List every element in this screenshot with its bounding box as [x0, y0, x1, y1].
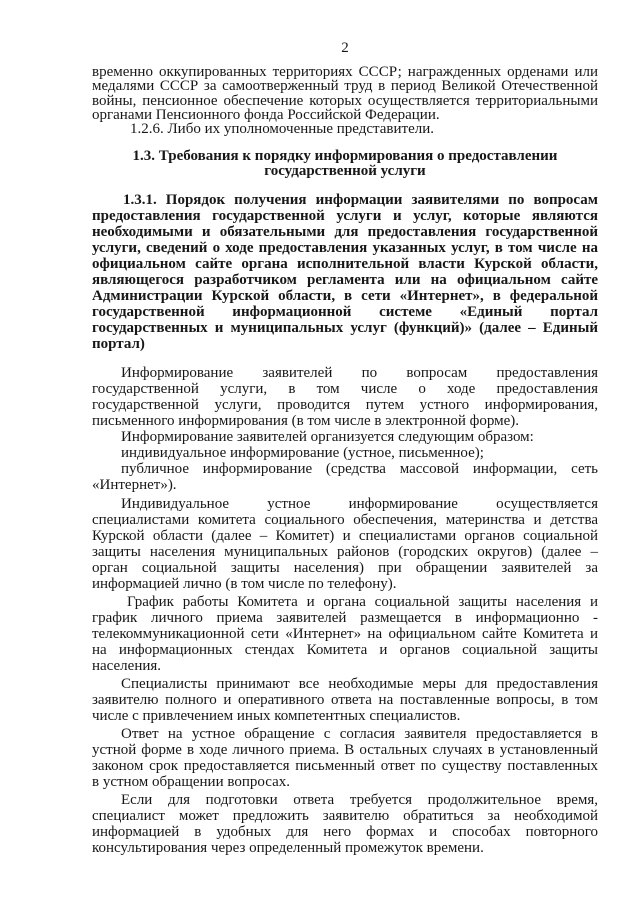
- intro-section: [92, 65, 598, 136]
- paragraph-line: Ответ на устное обращение с согласия заявителя предоставляется в: [121, 725, 598, 742]
- paragraph-line: законом срок предоставляется письменный ответ по существу поставленных: [92, 757, 598, 774]
- paragraph: [92, 496, 598, 592]
- paragraph-line: информацией в удобных для него формах и способах повторного: [92, 823, 598, 840]
- paragraph-line: Информирование заявителей по вопросам предоставления: [121, 364, 598, 381]
- list-item-1-2-6: [92, 122, 598, 136]
- paragraph-line: заявителю полного и оперативного ответа на поставленные вопросы, в том: [92, 691, 598, 708]
- paragraph-line: телекоммуникационной сети «Интернет» на официальном сайте Комитета и: [92, 625, 598, 642]
- paragraph-line: государственной информационной системе «Единый портал: [92, 303, 598, 320]
- paragraph-line: органами Пенсионного фонда Российской Федерации.: [92, 106, 440, 123]
- paragraph: [92, 365, 598, 429]
- section-heading: [92, 149, 598, 179]
- paragraph: [92, 461, 598, 493]
- paragraph-line: индивидуальное информирование (устное, письменное);: [121, 444, 484, 461]
- paragraph-line: «Интернет»).: [92, 476, 177, 493]
- paragraph-line: консультирования через определенный промежуток времени.: [92, 839, 484, 856]
- document-body: [92, 65, 598, 856]
- paragraph-line: специалист может предложить заявителю обратиться за необходимой: [92, 807, 598, 824]
- paragraph-line: график личного приема заявителей размещается в информационно -: [92, 609, 598, 626]
- paragraph-line: специалистами комитета социального обеспечения, материнства и детства: [92, 511, 598, 528]
- paragraph-line: Информирование заявителей организуется следующим образом:: [121, 428, 534, 445]
- paragraph-line: официальном сайте органа исполнительной власти Курской области,: [92, 255, 598, 272]
- heading-line: 1.3. Требования к порядку информирования о предоставлении: [132, 148, 558, 165]
- paragraph-line: войны, пенсионное обеспечение которых осуществляется территориальными: [92, 92, 598, 109]
- paragraph-line: числе с привлечением иных компетентных специалистов.: [92, 707, 461, 724]
- paragraph-line: населения.: [92, 657, 162, 674]
- subsection-1-3-1: [92, 192, 598, 352]
- paragraph: [92, 726, 598, 790]
- paragraph: [92, 65, 598, 122]
- paragraph-line: информацией лично (в том числе по телефону).: [92, 575, 397, 592]
- paragraph-line: Индивидуальное устное информирование осуществляется: [121, 495, 598, 512]
- paragraph-line: государственной услуги, в том числе о ходе предоставления: [92, 380, 598, 397]
- paragraph-line: 1.3.1. Порядок получения информации заявителями по вопросам: [123, 191, 598, 208]
- paragraph-line: государственных и муниципальных услуг (функций)» (далее – Единый: [92, 319, 598, 336]
- paragraph: [92, 792, 598, 856]
- paragraph-line: 1.2.6. Либо их уполномоченные представители.: [130, 121, 435, 138]
- paragraph-line: портал): [92, 335, 145, 352]
- page-number: 2: [341, 40, 349, 56]
- paragraph: [92, 594, 598, 674]
- paragraph-line: в устном обращении вопросах.: [92, 773, 290, 790]
- paragraph-line: Курской области (далее – Комитет) и специалистами органов социальной: [92, 527, 598, 544]
- paragraph-line: письменного информирования (в том числе в электронной форме).: [92, 412, 520, 429]
- body-text: [92, 365, 598, 856]
- paragraph-line: являющегося разработчиком регламента или на официальном сайте: [92, 271, 598, 288]
- paragraph-line: Администрации Курской области, в сети «Интернет», в федеральной: [92, 287, 598, 304]
- paragraph-line: услуги, сведений о ходе предоставления указанных услуг, в том числе на: [92, 239, 598, 256]
- paragraph-line: необходимыми и обязательными для предоставления государственной: [92, 223, 598, 240]
- paragraph: [92, 445, 598, 461]
- paragraph-line: публичное информирование (средства массовой информации, сеть: [121, 460, 598, 477]
- paragraph-line: Специалисты принимают все необходимые меры для предоставления: [121, 675, 598, 692]
- paragraph-line: График работы Комитета и органа социальной защиты населения и: [127, 593, 598, 610]
- paragraph: [92, 429, 598, 445]
- paragraph-line: медалями СССР за самоотверженный труд в период Великой Отечественной: [92, 78, 598, 95]
- paragraph-line: временно оккупированных территориях СССР; награжденных орденами или: [92, 64, 598, 80]
- paragraph-line: предоставления государственной услуги и услуг, которые являются: [92, 207, 598, 224]
- heading-line: государственной услуги: [264, 163, 426, 180]
- paragraph-line: государственной услуги, проводится путем устного информирования,: [92, 396, 598, 413]
- paragraph-line: на информационных стендах Комитета и органов социальной защиты: [92, 641, 598, 658]
- paragraph-line: устной форме в ходе личного приема. В остальных случаях в установленный: [92, 741, 598, 758]
- paragraph-line: орган социальной защиты населения) при обращении заявителей за: [92, 559, 598, 576]
- paragraph-line: защиты населения муниципальных районов (городских округов) (далее –: [92, 543, 598, 560]
- paragraph-line: Если для подготовки ответа требуется продолжительное время,: [121, 791, 598, 808]
- paragraph: [92, 676, 598, 724]
